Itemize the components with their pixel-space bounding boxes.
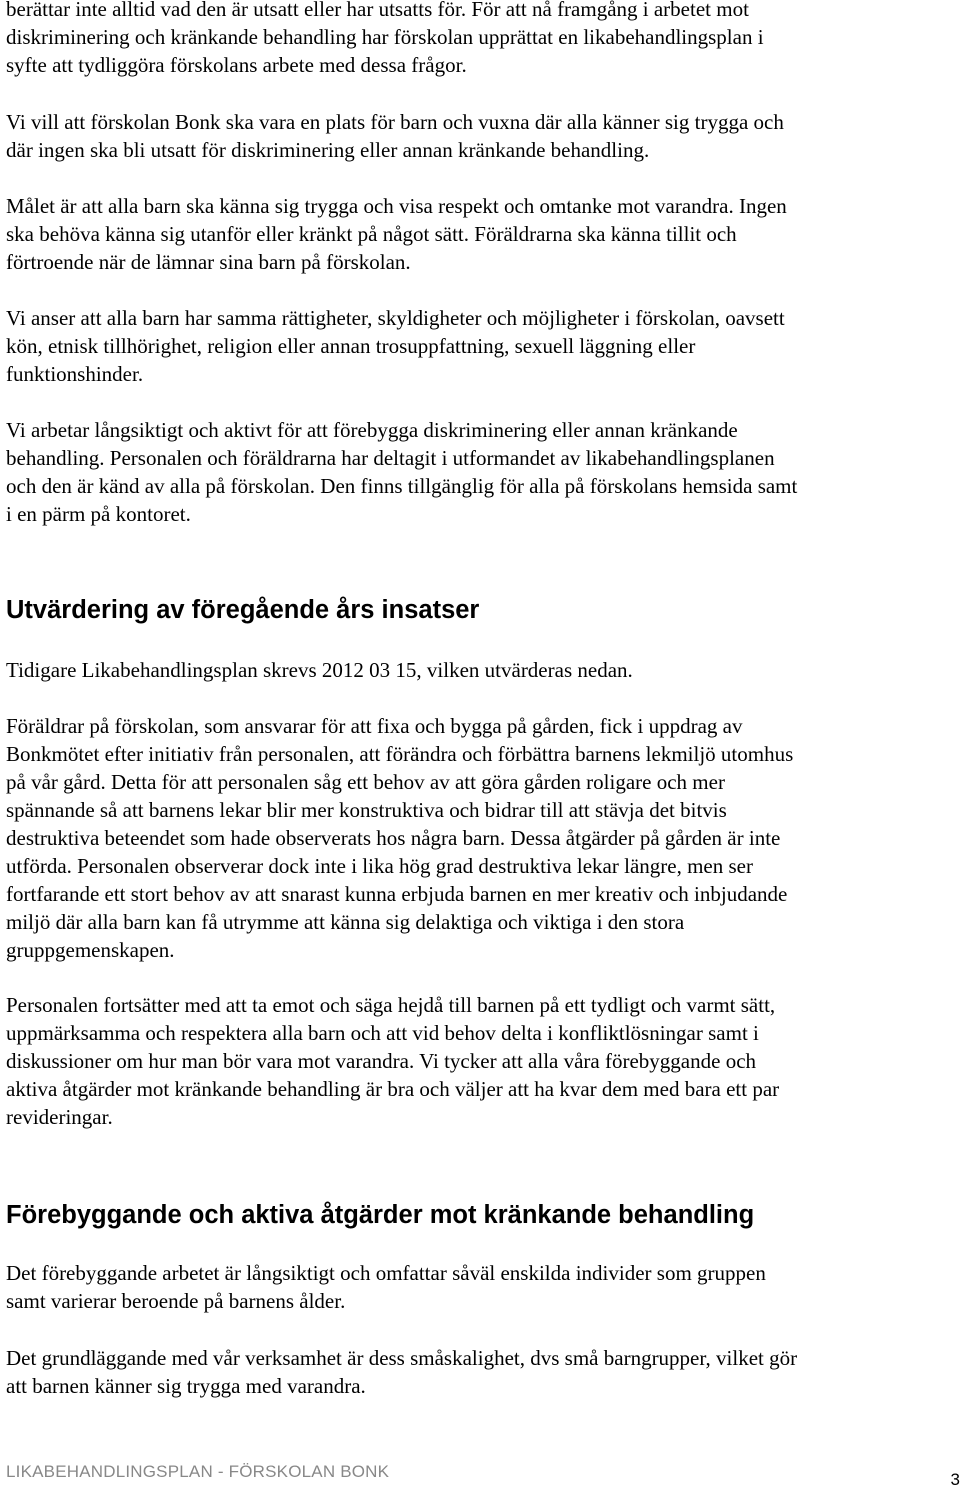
- intro-paragraph-1: berättar inte alltid vad den är utsatt eller har utsatts för. För att nå framgång i arbetet mot diskriminering och kränkande behandling har förskolan upprättat en likabehandlingsplan i syfte att tydliggöra förskolans arbete med dessa frågor.: [6, 0, 764, 77]
- intro-paragraph-3: Målet är att alla barn ska känna sig trygga och visa respekt och omtanke mot varandra. Ingen ska behöva känna sig utanför eller kränkt på något sätt. Föräldrarna ska känna tillit och förtroende när de lämnar sina barn på förskolan.: [6, 194, 787, 274]
- preventive-paragraph-2: Det grundläggande med vår verksamhet är dess småskalighet, dvs små barngrupper, vilket gör att barnen känner sig trygga med varandra.: [6, 1346, 798, 1398]
- page-number: 3: [950, 1470, 960, 1489]
- evaluation-paragraph-1: Tidigare Likabehandlingsplan skrevs 2012 03 15, vilken utvärderas nedan.: [6, 658, 633, 682]
- section-heading-preventive: Förebyggande och aktiva åtgärder mot kränkande behandling: [6, 1201, 755, 1229]
- evaluation-paragraph-3: Personalen fortsätter med att ta emot och säga hejdå till barnen på ett tydligt och varmt sätt, uppmärksamma och respektera alla barn och att vid behov delta i konfliktlösningar samt i diskussioner om hur man bör vara mot varandra. Vi tycker att alla våra förebyggande och aktiva åtgärder mot kränkande behandling är bra och väljer att ha kvar dem med bara ett par revideringar.: [6, 993, 780, 1129]
- intro-paragraph-2: Vi vill att förskolan Bonk ska vara en plats för barn och vuxna där alla känner sig trygga och där ingen ska bli utsatt för diskriminering eller annan kränkande behandling.: [6, 110, 784, 162]
- evaluation-paragraph-2: Föräldrar på förskolan, som ansvarar för att fixa och bygga på gården, fick i uppdrag av Bonkmötet efter initiativ från personalen, att förändra och förbättra barnens lekmiljö utomhus på vår gård. Detta för att personalen såg ett behov av att göra gården roligare och mer spännande så att barnens lekar blir mer konstruktiva och bidrar till att stävja det bitvis destruktiva beteendet som hade observerats hos några barn. Dessa åtgärder på gården är inte utförda. Personalen observerar dock inte i lika hög grad destruktiva lekar längre, men ser fortfarande ett stort behov av att snarast kunna erbjuda barnen en mer kreativ och inbjudande miljö där alla barn kan få utrymme att känna sig delaktiga och viktiga i den stora gruppgemenskapen.: [6, 714, 794, 962]
- preventive-paragraph-1: Det förebyggande arbetet är långsiktigt och omfattar såväl enskilda individer som gruppen samt varierar beroende på barnens ålder.: [6, 1261, 766, 1313]
- footer-document-title: LIKABEHANDLINGSPLAN - FÖRSKOLAN BONK: [6, 1462, 390, 1481]
- intro-paragraph-5: Vi arbetar långsiktigt och aktivt för att förebygga diskriminering eller annan kränkande behandling. Personalen och föräldrarna har deltagit i utformandet av likabehandlingsplanen och den är känd av alla på förskolan. Den finns tillgänglig för alla på förskolans hemsida samt i en pärm på kontoret.: [6, 418, 798, 526]
- section-heading-evaluation: Utvärdering av föregående års insatser: [6, 596, 480, 624]
- intro-paragraph-4: Vi anser att alla barn har samma rättigheter, skyldigheter och möjligheter i förskolan, oavsett kön, etnisk tillhörighet, religion eller annan trosuppfattning, sexuell läggning eller funktionshinder.: [6, 306, 785, 386]
